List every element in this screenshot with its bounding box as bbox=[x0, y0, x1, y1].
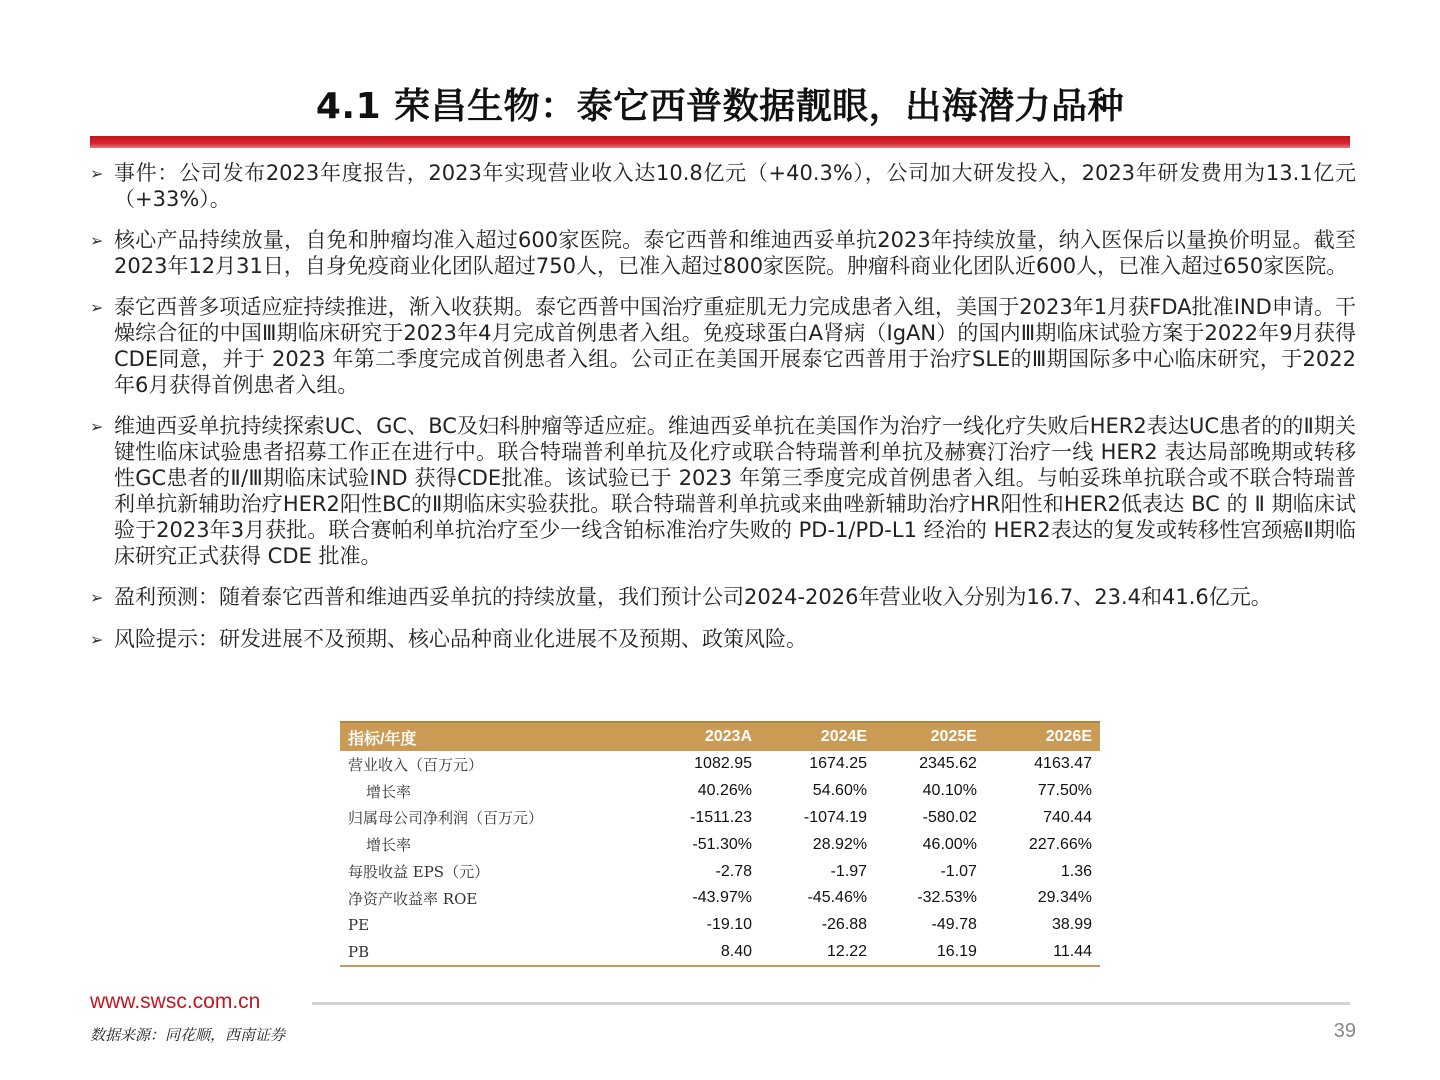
row-label: 增长率 bbox=[366, 782, 412, 801]
table-cell: -1.97 bbox=[830, 862, 868, 880]
table-cell: 12.22 bbox=[760, 939, 875, 967]
page-number: 39 bbox=[1333, 1020, 1356, 1042]
bullet-item bbox=[90, 227, 1356, 279]
table-cell: -2.78 bbox=[715, 862, 752, 880]
bullet-item bbox=[90, 584, 1356, 611]
table-cell: 1082.95 bbox=[694, 755, 752, 773]
table-cell: -1511.23 bbox=[690, 808, 752, 826]
table-cell: -26.88 bbox=[821, 916, 868, 934]
table-row bbox=[340, 751, 1100, 778]
data-source-note: 数据来源：同花顺，西南证券 bbox=[90, 1026, 286, 1044]
table-row bbox=[340, 831, 1100, 858]
bullet-item bbox=[90, 626, 1356, 653]
table-cell: -32.53% bbox=[917, 889, 977, 907]
arrow-bullet-icon: ➢ bbox=[90, 630, 104, 649]
arrow-bullet-icon: ➢ bbox=[90, 231, 104, 250]
row-label: 归属母公司净利润（百万元） bbox=[348, 809, 544, 828]
table-header-cell: 2024E bbox=[760, 722, 875, 751]
bullet-item bbox=[90, 160, 1356, 212]
table-header-cell: 2025E bbox=[875, 722, 985, 751]
arrow-bullet-icon: ➢ bbox=[90, 298, 104, 317]
table-header-cell: 指标/年度 bbox=[340, 722, 647, 751]
table-cell: -51.30% bbox=[692, 835, 752, 853]
table-row bbox=[340, 939, 1100, 967]
bullet-text: 维迪西妥单抗持续探索UC、GC、BC及妇科肿瘤等适应症。维迪西妥单抗在美国作为治疗一线化疗失败后HER2表达UC患者的的Ⅱ期关键性临床试验患者招募工作正在进行中。联合特瑞普利单抗及化疗或联合特瑞普利单抗及赫赛汀治疗一线 HER2 表达局部晚期或转移性GC患者的Ⅱ/Ⅲ期临床试验IND 获得CDE批准。该试验已于 2023 年第三季度完成首例患者入组。与帕妥珠单抗联合或不联合特瑞普利单抗新辅助治疗HER2阳性BC的Ⅱ期临床实验获批。联合特瑞普利单抗或来曲唑新辅助治疗HR阳性和HER2低表达 BC 的 Ⅱ 期临床试验于2023年3月获批。联合赛帕利单抗治疗至少一线含铂标准治疗失败的 PD-1/PD-L1 经治的 HER2表达的复发或转移性宫颈癌Ⅱ期临床研究正式获得 CDE 批准。 bbox=[114, 414, 1356, 568]
table-cell: 40.26% bbox=[697, 782, 752, 800]
table-cell: 28.92% bbox=[812, 835, 868, 853]
table-cell: -45.46% bbox=[807, 889, 868, 907]
table-row bbox=[340, 885, 1100, 912]
table-cell: -1074.19 bbox=[803, 808, 868, 826]
table-row bbox=[340, 912, 1100, 939]
table-cell: 46.00% bbox=[922, 835, 977, 853]
footer-divider bbox=[312, 1002, 1350, 1005]
table-row bbox=[340, 858, 1100, 885]
website-link[interactable]: www.swsc.com.cn bbox=[90, 990, 261, 1013]
table-cell: 1.36 bbox=[1060, 862, 1092, 880]
bullet-text: 核心产品持续放量，自免和肿瘤均准入超过600家医院。泰它西普和维迪西妥单抗2023年持续放量，纳入医保后以量换价明显。截至2023年12月31日，自身免疫商业化团队超过750人，已准入超过800家医院。肿瘤科商业化团队近600人，已准入超过650家医院。 bbox=[114, 228, 1356, 278]
bullet-list bbox=[90, 160, 1356, 668]
financial-forecast-table bbox=[340, 721, 1100, 967]
bullet-item bbox=[90, 294, 1356, 398]
row-label: PB bbox=[340, 939, 647, 967]
table-cell: 11.44 bbox=[985, 939, 1100, 967]
bullet-text: 风险提示：研发进展不及预期、核心品种商业化进展不及预期、政策风险。 bbox=[114, 627, 807, 651]
bullet-item bbox=[90, 413, 1356, 569]
bullet-text: 盈利预测：随着泰它西普和维迪西妥单抗的持续放量，我们预计公司2024-2026年营业收入分别为16.7、23.4和41.6亿元。 bbox=[114, 585, 1272, 609]
table-cell: 40.10% bbox=[922, 782, 977, 800]
table-cell: 227.66% bbox=[1028, 835, 1092, 853]
table-cell: 29.34% bbox=[1037, 889, 1092, 907]
bullet-text: 泰它西普多项适应症持续推进，渐入收获期。泰它西普中国治疗重症肌无力完成患者入组，美国于2023年1月获FDA批准IND申请。干燥综合征的中国Ⅲ期临床研究于2023年4月完成首例患者入组。免疫球蛋白A肾病（IgAN）的国内Ⅲ期临床试验方案于2022年9月获得CDE同意，并于 2023 年第二季度完成首例患者入组。公司正在美国开展泰它西普用于治疗SLE的Ⅲ期国际多中心临床研究，于2022 年6月获得首例患者入组。 bbox=[114, 295, 1356, 397]
table-cell: 77.50% bbox=[1037, 782, 1092, 800]
table-cell: 16.19 bbox=[875, 939, 985, 967]
table-cell: 54.60% bbox=[812, 782, 868, 800]
table-cell: 4163.47 bbox=[1034, 755, 1092, 773]
table-cell: -580.02 bbox=[922, 808, 977, 826]
table-header-cell: 2023A bbox=[647, 722, 760, 751]
table-cell: 8.40 bbox=[647, 939, 760, 967]
table-cell: -1.07 bbox=[940, 862, 977, 880]
arrow-bullet-icon: ➢ bbox=[90, 417, 104, 436]
arrow-bullet-icon: ➢ bbox=[90, 164, 104, 183]
row-label: 每股收益 EPS（元） bbox=[348, 863, 490, 882]
page-title: 4.1 荣昌生物：泰它西普数据靓眼，出海潜力品种 bbox=[315, 86, 1125, 127]
table-header-cell: 2026E bbox=[985, 722, 1100, 751]
table-cell: 38.99 bbox=[1051, 916, 1092, 934]
title-underline-bar bbox=[90, 136, 1350, 148]
table-cell: 1674.25 bbox=[809, 755, 868, 773]
table-cell: -43.97% bbox=[692, 889, 752, 907]
row-label: PE bbox=[348, 916, 370, 935]
table-cell: -49.78 bbox=[931, 916, 977, 934]
row-label: 净资产收益率 ROE bbox=[348, 889, 478, 908]
table-row bbox=[340, 778, 1100, 805]
table-header-row bbox=[340, 722, 1100, 751]
table-cell: -19.10 bbox=[706, 916, 752, 934]
arrow-bullet-icon: ➢ bbox=[90, 588, 104, 607]
bullet-text: 事件：公司发布2023年度报告，2023年实现营业收入达10.8亿元（+40.3%），公司加大研发投入，2023年研发费用为13.1亿元（+33%）。 bbox=[114, 161, 1356, 211]
table-row bbox=[340, 805, 1100, 832]
table-cell: 740.44 bbox=[1043, 808, 1092, 826]
row-label: 增长率 bbox=[366, 836, 412, 855]
row-label: 营业收入（百万元） bbox=[348, 755, 484, 774]
table-cell: 2345.62 bbox=[919, 755, 977, 773]
